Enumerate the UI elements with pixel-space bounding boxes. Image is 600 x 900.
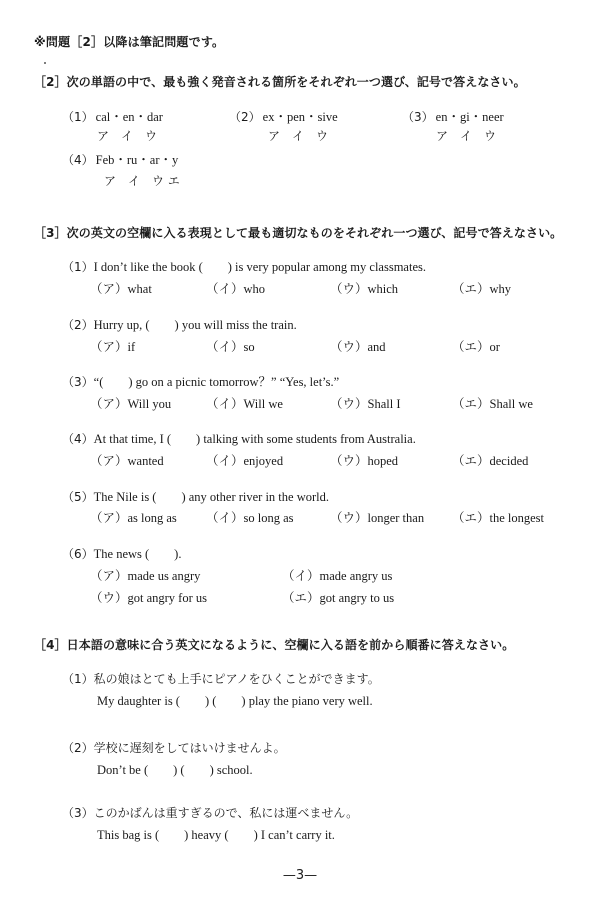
- option-a: （ア）wanted: [90, 454, 164, 468]
- japanese-sentence: 私の娘はとても上手にピアノをひくことができます。: [93, 672, 380, 686]
- s2-kana: ア イ ウ: [436, 129, 497, 143]
- s3-question-4: [62, 428, 416, 447]
- s2-item-num: （1）: [62, 110, 94, 124]
- japanese-sentence: このかばんは重すぎるので、私には運べません。: [93, 806, 359, 820]
- option-d: （エ）or: [452, 340, 500, 354]
- s4-item-1: [62, 668, 380, 687]
- option-b: （イ）Will we: [206, 397, 283, 411]
- option-d: （エ）got angry to us: [282, 591, 395, 605]
- option-b: （イ）enjoyed: [206, 454, 284, 468]
- s2-item-4: [62, 149, 178, 168]
- s2-word: en・gi・neer: [435, 110, 504, 124]
- s2-word: Feb・ru・ar・y: [95, 153, 179, 167]
- option-c: （ウ）hoped: [330, 454, 399, 468]
- question-text: The Nile is ( ) any other river in the world.: [93, 490, 329, 504]
- option-b: （イ）made angry us: [282, 569, 393, 583]
- option-b: （イ）so long as: [206, 511, 294, 525]
- english-sentence: Don’t be ( ) ( ) school.: [97, 763, 253, 777]
- s4-item-3: [62, 802, 358, 821]
- question-text: The news ( ).: [93, 547, 182, 561]
- question-num: （5）: [62, 490, 94, 504]
- section-3-title: ［3］次の英文の空欄に入る表現として最も適切なものをそれぞれ一つ選び、記号で答えなさい。: [34, 226, 563, 240]
- s3-question-5: [62, 486, 329, 505]
- page-number: —3—: [282, 868, 318, 883]
- option-d: （エ）why: [452, 282, 512, 296]
- s2-item-num: （3）: [402, 110, 434, 124]
- s2-item-1: [62, 106, 163, 125]
- s2-word: ex・pen・sive: [262, 110, 338, 124]
- option-d: （エ）Shall we: [452, 397, 533, 411]
- japanese-sentence: 学校に遅刻をしてはいけませんよ。: [93, 741, 286, 755]
- s2-item-2: [229, 106, 338, 125]
- item-num: （2）: [62, 741, 94, 755]
- english-sentence: My daughter is ( ) ( ) play the piano very well.: [97, 694, 373, 708]
- s2-item-3: [402, 106, 504, 125]
- option-c: （ウ）and: [330, 340, 386, 354]
- s2-word: cal・en・dar: [95, 110, 163, 124]
- s2-item-num: （4）: [62, 153, 94, 167]
- s3-question-2: [62, 314, 297, 333]
- option-b: （イ）who: [206, 282, 266, 296]
- s3-question-1: [62, 256, 426, 275]
- question-num: （1）: [62, 260, 94, 274]
- option-a: （ア）what: [90, 282, 152, 296]
- section-2-title: ［2］次の単語の中で、最も強く発音される箇所をそれぞれ一つ選び、記号で答えなさい。: [34, 75, 526, 89]
- question-text: Hurry up, ( ) you will miss the train.: [93, 318, 297, 332]
- option-c: （ウ）which: [330, 282, 399, 296]
- question-num: （3）: [62, 375, 94, 389]
- option-a: （ア）if: [90, 340, 136, 354]
- s2-kana: ア イ ウ エ: [104, 174, 180, 188]
- option-a: （ア）as long as: [90, 511, 177, 525]
- question-text: “( ) go on a picnic tomorrow？” “Yes, let’s.”: [93, 375, 340, 389]
- section-note: ※問題［2］以降は筆記問題です。: [34, 35, 225, 49]
- s3-question-6: [62, 543, 181, 562]
- option-d: （エ）decided: [452, 454, 529, 468]
- option-a: （ア）made us angry: [90, 569, 201, 583]
- section-4-title: ［4］日本語の意味に合う英文になるように、空欄に入る語を前から順番に答えなさい。: [34, 638, 515, 652]
- s2-kana: ア イ ウ: [268, 129, 329, 143]
- s2-kana: ア イ ウ: [97, 129, 158, 143]
- option-c: （ウ）got angry for us: [90, 591, 207, 605]
- question-num: （4）: [62, 432, 94, 446]
- item-num: （1）: [62, 672, 94, 686]
- option-d: （エ）the longest: [452, 511, 545, 525]
- question-num: （6）: [62, 547, 94, 561]
- option-b: （イ）so: [206, 340, 255, 354]
- item-num: （3）: [62, 806, 94, 820]
- option-a: （ア）Will you: [90, 397, 172, 411]
- question-text: At that time, I ( ) talking with some students from Australia.: [93, 432, 416, 446]
- speck: [44, 62, 46, 64]
- option-c: （ウ）longer than: [330, 511, 425, 525]
- s3-question-3: [62, 371, 339, 390]
- option-c: （ウ）Shall I: [330, 397, 401, 411]
- s2-item-num: （2）: [229, 110, 261, 124]
- english-sentence: This bag is ( ) heavy ( ) I can’t carry it.: [97, 828, 335, 842]
- question-num: （2）: [62, 318, 94, 332]
- question-text: I don’t like the book ( ) is very popular among my classmates.: [93, 260, 426, 274]
- s4-item-2: [62, 737, 286, 756]
